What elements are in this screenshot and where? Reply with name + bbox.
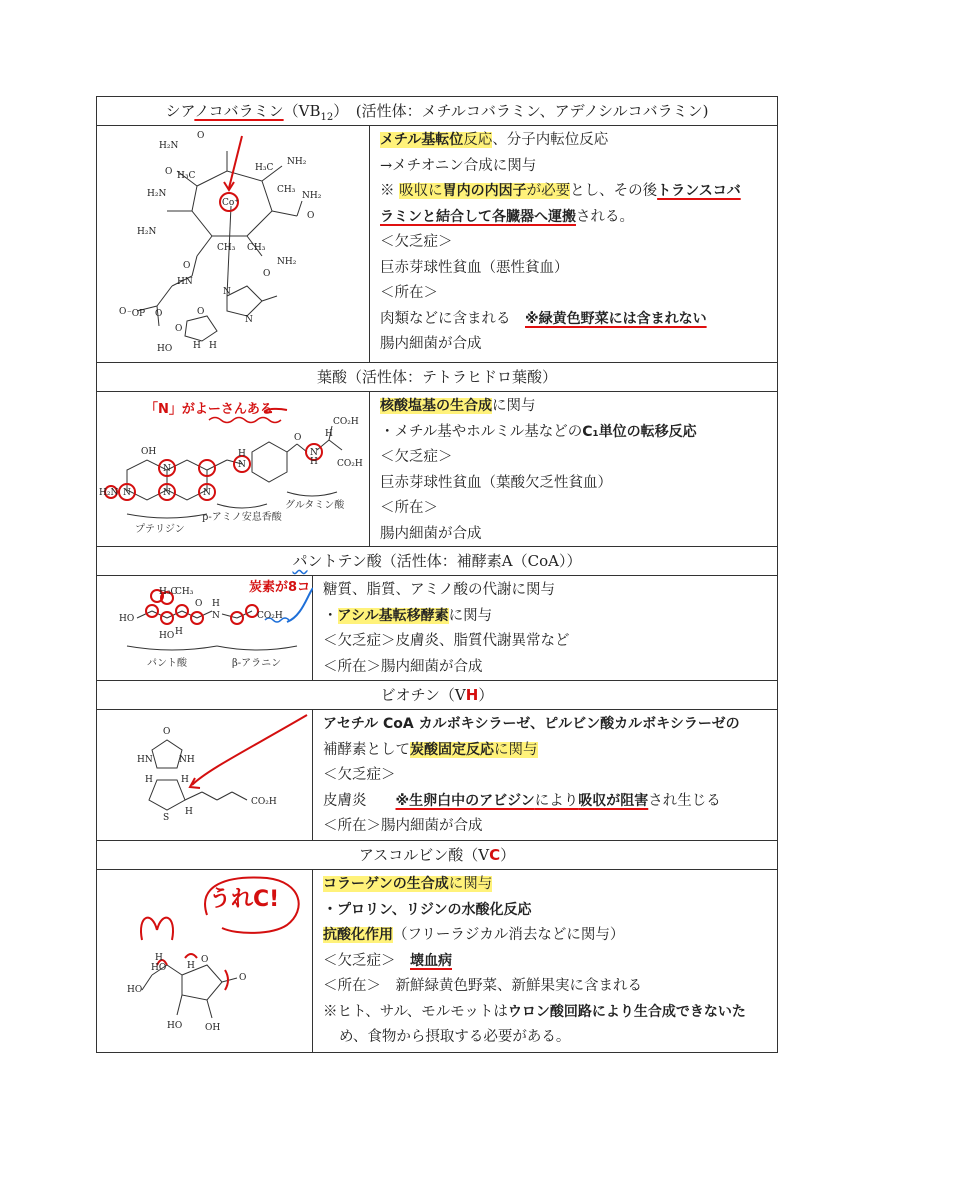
text: 肉類などに含まれる <box>380 310 525 327</box>
label-glutamic: グルタミン酸 <box>285 500 345 511</box>
deficiency-label: ＜欠乏症＞ <box>323 767 396 783</box>
atom: OH <box>205 1023 221 1033</box>
atom: O <box>119 307 127 317</box>
b12-header-vb: （VB <box>283 102 321 120</box>
folate-description <box>370 392 777 546</box>
label-pteridine: プテリジン <box>135 524 185 535</box>
folate-line-1 <box>380 394 767 420</box>
atom: HO <box>167 1021 183 1031</box>
text: に関与 <box>448 607 493 624</box>
pantothenic-header <box>97 547 777 576</box>
pantothenic-structure-cell <box>97 576 313 680</box>
atom: H <box>212 599 220 609</box>
atom: O <box>183 261 191 271</box>
atom: H <box>185 807 193 817</box>
b12-line-4 <box>380 205 767 231</box>
vitc-header <box>97 841 777 870</box>
b12-line-1 <box>380 128 767 154</box>
highlight-text: が必要 <box>526 183 571 199</box>
red-doodle-marks <box>157 954 228 990</box>
vitc-line-2: ・プロリン、リジンの水酸化反応 <box>323 901 532 918</box>
underlined-bold: ラミンと結合して各臓器へ運搬 <box>380 208 576 225</box>
highlight-bold: 胃内の内因子 <box>442 183 527 199</box>
underlined-text: により <box>534 792 579 809</box>
atom: O <box>165 167 173 177</box>
atom: N <box>223 287 231 297</box>
atom: NH <box>179 755 195 765</box>
atom: NH₂ <box>302 191 322 201</box>
text: に関与 <box>492 398 536 414</box>
atom: OH <box>141 447 157 457</box>
highlight-text: 吸収に <box>399 183 443 199</box>
header-text: ） <box>478 686 494 704</box>
atom: N <box>163 464 171 474</box>
bold-text: ウロン酸回路により生合成できないた <box>507 1003 746 1020</box>
biotin-line-2 <box>323 738 767 764</box>
vitc-line-1 <box>323 872 767 898</box>
text: され生じる <box>648 792 721 809</box>
ascorbic-structure <box>97 870 313 1052</box>
atom: N <box>238 460 246 470</box>
header-text: アスコルビン酸（V <box>358 846 490 864</box>
pantothenic-line-3: ＜欠乏症＞皮膚炎、脂質代謝異常など <box>323 633 570 649</box>
atom: O <box>263 269 271 279</box>
atom: CO₂H <box>337 459 363 469</box>
atom: O <box>195 599 203 609</box>
atom: O <box>239 973 247 983</box>
synthesis-text: 腸内細菌が合成 <box>380 525 482 542</box>
atom: N <box>212 611 220 621</box>
atom: H₂N <box>99 488 119 498</box>
atom: O <box>201 955 209 965</box>
text: ＜欠乏症＞ <box>323 952 410 969</box>
biotin-line-5: ＜所在＞腸内細菌が合成 <box>323 818 483 834</box>
text: される。 <box>576 208 634 225</box>
location-label: ＜所在＞ <box>380 500 438 516</box>
atom: P <box>139 309 146 319</box>
handwritten-note: うれC! <box>209 887 280 912</box>
red-arrow <box>229 136 242 188</box>
atom: N <box>203 488 211 498</box>
atom: O <box>175 324 183 334</box>
biotin-structure <box>97 710 313 840</box>
highlight-text: メチル基転位 <box>380 132 464 148</box>
atom: O <box>197 131 205 141</box>
header-text: ビオチン（V <box>380 686 466 704</box>
atom: HO <box>127 985 143 995</box>
biotin-structure-cell <box>97 710 313 840</box>
atom: H₃C <box>177 171 196 181</box>
highlight-text: に関与 <box>448 876 493 892</box>
bunny-ears <box>141 918 173 940</box>
atom: HN <box>137 755 153 765</box>
atom: CO₂H <box>257 611 283 621</box>
atom: CO₂H <box>251 797 277 807</box>
atom: H <box>145 775 153 785</box>
text: 皮膚炎 <box>323 792 396 809</box>
highlight-bold: アシル基転移酵素 <box>337 607 449 624</box>
atom: CH₃ <box>277 185 296 195</box>
highlight-bold: 炭酸固定反応 <box>410 741 494 758</box>
b12-structure-cell <box>97 126 370 362</box>
pantothenic-line-4: ＜所在＞腸内細菌が合成 <box>323 658 483 675</box>
atom: H₂N <box>137 227 157 237</box>
underlined-bold: 吸収が阻害 <box>578 792 649 809</box>
header-red-letter: H <box>465 686 479 704</box>
deficiency-text: 巨赤芽球性貧血（葉酸欠乏性貧血） <box>380 474 612 491</box>
text: とし、その後 <box>570 183 658 199</box>
header-wavy: パ <box>292 552 308 570</box>
atom: H <box>181 775 189 785</box>
pantothenic-line-2 <box>323 604 767 630</box>
text: ※ヒト、サル、モルモットは <box>323 1003 508 1020</box>
vitc-line-4 <box>323 949 767 975</box>
atom: H₂N <box>147 189 167 199</box>
atom: CH₃ <box>247 243 266 253</box>
atom: H <box>193 341 201 351</box>
vitc-line-6 <box>323 1000 767 1026</box>
highlight-bold: 抗酸化作用 <box>323 927 393 943</box>
atom: HO <box>151 963 167 973</box>
header-text: ） <box>500 846 516 864</box>
text: ※ <box>380 183 400 199</box>
biotin-line-1: アセチル CoA カルボキシラーゼ、ピルビン酸カルボキシラーゼの <box>323 716 740 732</box>
wavy-underline <box>209 418 281 423</box>
vitc-description <box>313 870 777 1052</box>
text: ・ <box>323 607 338 624</box>
atom: H <box>325 429 333 439</box>
atom: O <box>307 211 315 221</box>
highlight-text: 反応 <box>463 132 493 148</box>
atom: ⁻O <box>127 309 140 319</box>
b12-description <box>370 126 777 362</box>
atom: HO <box>119 614 135 624</box>
vitc-line-3 <box>323 923 767 949</box>
folate-structure-cell <box>97 392 370 546</box>
atom: HO <box>159 631 175 641</box>
atom: NH₂ <box>287 157 307 167</box>
synthesis-text: 腸内細菌が合成 <box>380 336 482 352</box>
vitamin-table <box>96 96 778 1053</box>
text: （フリーラジカル消去などに関与） <box>393 927 625 943</box>
atom: H₃C <box>159 587 178 597</box>
atom: CH₃ <box>175 587 194 597</box>
pantothenic-row <box>97 576 777 681</box>
cobalamin-structure <box>97 126 370 362</box>
vitc-line-7: め、食物から摂取する必要がある。 <box>339 1029 571 1045</box>
b12-header-active: ） (活性体：メチルコバラミン、アデノシルコバラミン) <box>333 102 709 120</box>
deficiency-label: ＜欠乏症＞ <box>380 449 453 465</box>
b12-location <box>380 307 767 333</box>
atom: N <box>245 315 253 325</box>
folate-line-2 <box>380 420 767 446</box>
atom: O <box>294 433 302 443</box>
red-arrow <box>192 715 307 785</box>
atom-cobalt: Co⁺ <box>222 198 240 208</box>
handwritten-note: 「N」がよーさんある <box>145 402 273 417</box>
red-circles <box>105 444 322 500</box>
vitc-line-5: ＜所在＞ 新鮮緑黄色野菜、新鮮果実に含まれる <box>323 978 642 994</box>
atom: H₃C <box>255 163 274 173</box>
label-paba: p-アミノ安息香酸 <box>202 512 282 523</box>
atom: H <box>155 953 163 963</box>
atom: HN <box>177 277 193 287</box>
atom: N <box>163 488 171 498</box>
atom: CH₃ <box>217 243 236 253</box>
biotin-line-4 <box>323 789 767 815</box>
text: ・メチル基やホルミル基などの <box>380 423 583 440</box>
underlined-bold: トランスコバ <box>657 183 741 199</box>
pantothenic-description <box>313 576 777 680</box>
label-pantoic: パント酸 <box>147 658 187 669</box>
pantothenic-line-1: 糖質、脂質、アミノ酸の代謝に関与 <box>323 582 555 598</box>
header-active: （活性体：補酵素A（CoA）） <box>381 552 582 570</box>
atom: O <box>197 307 205 317</box>
underlined-bold: ※生卵白中のアビジン <box>395 792 535 809</box>
folate-row <box>97 392 777 547</box>
highlight-bold: 核酸塩基の生合成 <box>380 398 492 414</box>
atom: HO <box>157 344 173 354</box>
biotin-row <box>97 710 777 841</box>
folate-header: 葉酸（活性体：テトラヒドロ葉酸） <box>97 363 777 392</box>
text: 補酵素として <box>323 741 410 758</box>
b12-header-sub: 12 <box>320 112 334 123</box>
underlined-bold: ※緑黄色野菜には含まれない <box>525 310 707 327</box>
atom: H <box>209 341 217 351</box>
underlined-bold: 壊血病 <box>410 952 452 969</box>
b12-header <box>97 97 777 126</box>
atom: N <box>310 448 318 458</box>
atom: O <box>163 727 171 737</box>
b12-header-text: シア <box>165 102 195 120</box>
b12-line-3 <box>380 179 767 205</box>
header-text: ントテン酸 <box>307 552 382 570</box>
text: 、分子内転位反応 <box>492 132 609 148</box>
handwritten-note: 炭素が8コ <box>249 580 311 595</box>
highlight-bold: コラーゲンの生合成 <box>323 876 449 892</box>
atom: H <box>238 449 246 459</box>
atom: H <box>175 627 183 637</box>
vitc-row <box>97 870 777 1052</box>
atom: O <box>155 309 163 319</box>
deficiency-label: ＜欠乏症＞ <box>380 234 453 250</box>
b12-row <box>97 126 777 363</box>
atom: H₂N <box>159 141 179 151</box>
biotin-header <box>97 681 777 710</box>
atom: CO₂H <box>333 417 359 427</box>
bold-text: C₁単位の転移反応 <box>582 423 697 440</box>
b12-line-2: →メチオニン合成に関与 <box>380 157 537 174</box>
atom: H <box>310 457 318 467</box>
location-label: ＜所在＞ <box>380 285 438 301</box>
biotin-description <box>313 710 777 840</box>
label-alanine: β-アラニン <box>232 658 282 669</box>
header-red-letter: C <box>489 846 501 864</box>
vitc-structure-cell <box>97 870 313 1052</box>
b12-header-underlined: ノコバラミン <box>194 102 284 120</box>
highlight-text: に関与 <box>494 741 538 758</box>
atom: N <box>123 488 131 498</box>
atom: S <box>163 813 170 823</box>
atom: NH₂ <box>277 257 297 267</box>
deficiency-text: 巨赤芽球性貧血（悪性貧血） <box>380 259 569 276</box>
atom: H <box>187 961 195 971</box>
